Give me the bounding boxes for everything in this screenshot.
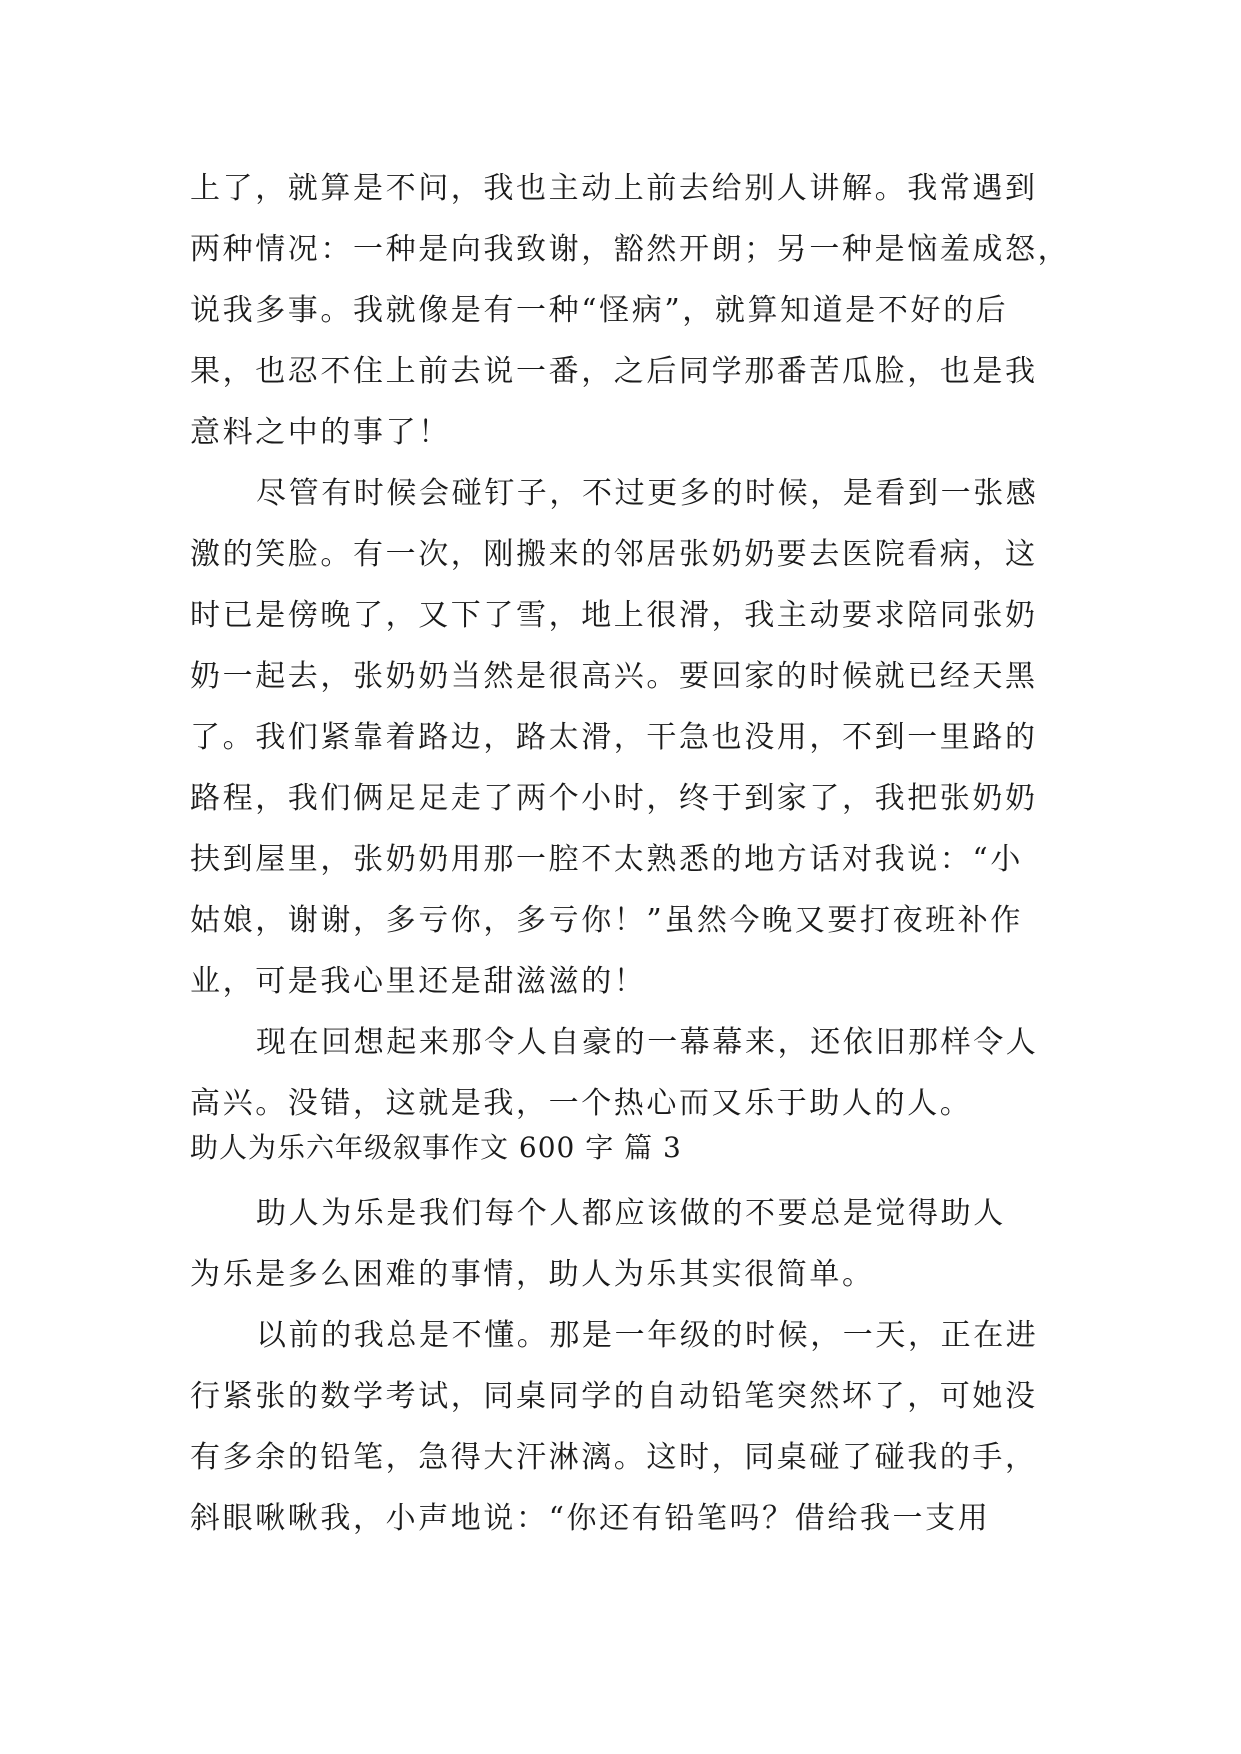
text-line: 以前的我总是不懂。那是一年级的时候，一天，正在进 bbox=[256, 1318, 1039, 1353]
text-line: 两种情况：一种是向我致谢，豁然开朗；另一种是恼羞成怒， bbox=[190, 232, 1071, 267]
text-line: 扶到屋里，张奶奶用那一腔不太熟悉的地方话对我说：“小 bbox=[190, 842, 1023, 877]
text-line: 业，可是我心里还是甜滋滋的！ bbox=[190, 964, 647, 999]
text-line: 时已是傍晚了，又下了雪，地上很滑，我主动要求陪同张奶 bbox=[190, 598, 1038, 633]
text-line: 上了，就算是不问，我也主动上前去给别人讲解。我常遇到 bbox=[190, 171, 1038, 206]
text-line: 奶一起去，张奶奶当然是很高兴。要回家的时候就已经天黑 bbox=[190, 659, 1038, 694]
paragraph-2 bbox=[190, 463, 1052, 1012]
text-line: 斜眼啾啾我，小声地说：“你还有铅笔吗？借给我一支用 bbox=[190, 1501, 991, 1536]
text-line: 为乐是多么困难的事情，助人为乐其实很简单。 bbox=[190, 1257, 875, 1292]
text-line: 现在回想起来那令人自豪的一幕幕来，还依旧那样令人 bbox=[256, 1025, 1039, 1060]
text-line: 路程，我们俩足足走了两个小时，终于到家了，我把张奶奶 bbox=[190, 781, 1038, 816]
paragraph-4 bbox=[190, 1183, 1052, 1305]
essay-body-top bbox=[190, 158, 1071, 1134]
text-line: 说我多事。我就像是有一种“怪病”，就算知道是不好的后 bbox=[190, 293, 1009, 328]
text-line: 尽管有时候会碰钉子，不过更多的时候，是看到一张感 bbox=[256, 476, 1039, 511]
essay-heading: 助人为乐六年级叙事作文 600 字 篇 3 bbox=[190, 1131, 682, 1164]
text-line: 激的笑脸。有一次，刚搬来的邻居张奶奶要去医院看病，这 bbox=[190, 537, 1038, 572]
text-line: 高兴。没错，这就是我，一个热心而又乐于助人的人。 bbox=[190, 1086, 973, 1121]
paragraph-3 bbox=[190, 1012, 1052, 1134]
text-line: 果，也忍不住上前去说一番，之后同学那番苦瓜脸，也是我 bbox=[190, 354, 1038, 389]
paragraph-1 bbox=[190, 158, 1071, 463]
text-line: 了。我们紧靠着路边，路太滑，干急也没用，不到一里路的 bbox=[190, 720, 1038, 755]
paragraph-5 bbox=[190, 1305, 1052, 1549]
text-line: 行紧张的数学考试，同桌同学的自动铅笔突然坏了，可她没 bbox=[190, 1379, 1038, 1414]
text-line: 意料之中的事了！ bbox=[190, 415, 451, 450]
essay-body-bottom bbox=[190, 1183, 1052, 1549]
text-line: 有多余的铅笔，急得大汗淋漓。这时，同桌碰了碰我的手， bbox=[190, 1440, 1038, 1475]
text-line: 助人为乐是我们每个人都应该做的不要总是觉得助人 bbox=[256, 1196, 1006, 1231]
text-line: 姑娘，谢谢，多亏你，多亏你！”虽然今晚又要打夜班补作 bbox=[190, 903, 1023, 938]
